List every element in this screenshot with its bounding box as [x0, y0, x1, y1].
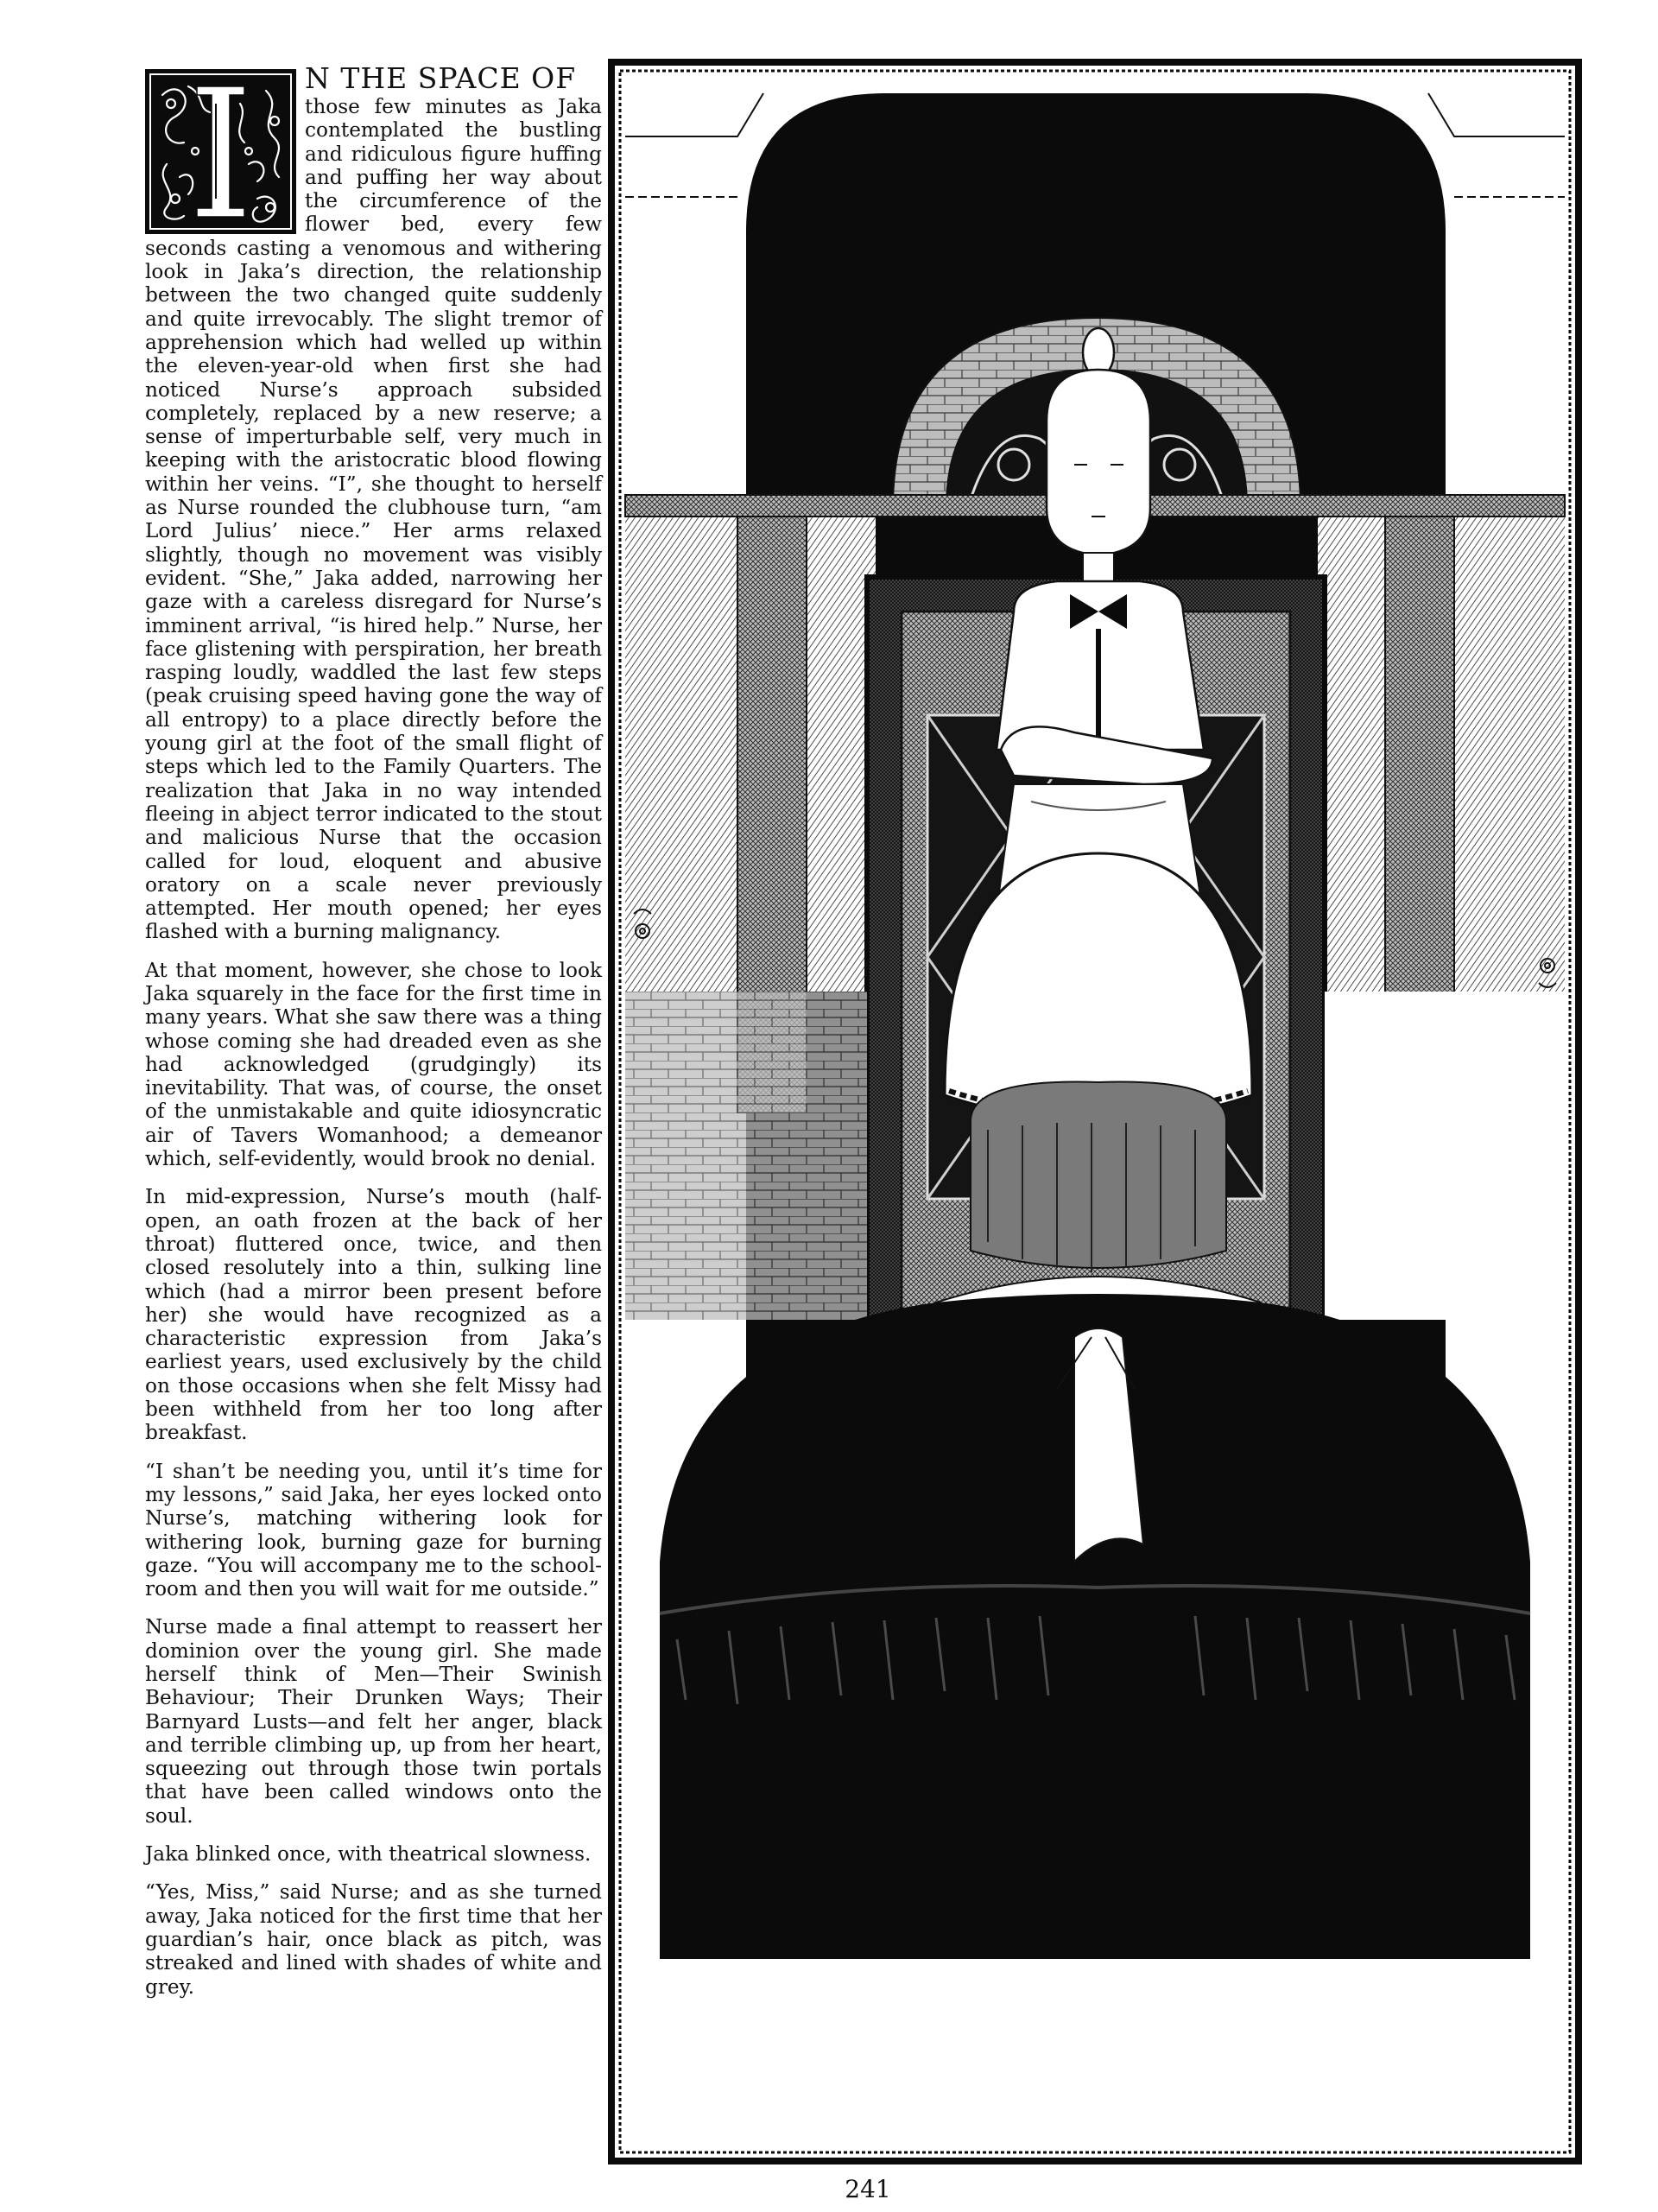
paragraph-6: Jaka blinked once, with theatrical slowness. [145, 1842, 592, 1867]
paragraph-4: “I shan’t be needing you, until it’s time for my lessons,” said Jaka, her eyes locked onto Nurse’s, matching withering look for withering look, burning gaze for burning gaze. “You will accompany me to the school-room and then you will wait for me outside.” [145, 1459, 602, 1601]
right-lower-wall [1325, 992, 1565, 1320]
paragraph-2: At that moment, however, she chose to look Jaka squarely in the face for the first time in many years. What she saw there was a thing whose coming she had dreaded even as she had acknowledged (grudgingly) its inevitability. That was, of course, the onset of the unmistakable and quite idiosyncratic air of Tavers Womanhood; a demeanor which, self-evidently, would brook no denial. [145, 958, 602, 1171]
paragraph-text: those few minutes as Jaka contemplated the bustling and ridiculous figure huffing and puffing her way about the circumference of the flower bed, every few seconds casting a venomous and withering look in Jaka’s direction, the relationship between the two changed quite suddenly and quite irrevocably. The slight tremor of apprehension which had welled up within the eleven-year-old when first she had noticed Nurse’s approach subsided completely, replaced by a new reserve; a sense of imperturbable self, very much in keeping with the aristocratic blood flowing within her veins. “I”, she thought to herself as Nurse rounded the clubhouse turn, “am Lord Julius’ niece.” Her arms relaxed slightly, though no movement was visibly evident. “She,” Jaka added, narrowing her gaze with a careless disregard for Nurse’s imminent arrival, “is hired help.” Nurse, her face glistening with perspiration, her breath rasping loudly, waddled the last few steps (peak cruising speed having gone the way of all entropy) to a place directly before the young girl at the foot of the small flight of steps which led to the Family Quarters. The realization that Jaka in no way intended fleeing in abject terror indicated to the stout and malicious Nurse that the occasion called for loud, eloquent and abusive oratory on a scale never previously attempted. Her mouth opened; her eyes flashed with a burning malignancy. [145, 95, 602, 944]
paragraph-7: “Yes, Miss,” said Nurse; and as she turned away, Jaka noticed for the first time that her guardian’s hair, once black as pitch, was streaked and lined with shades of white and grey. [145, 1880, 602, 1999]
ornamental-drop-cap [145, 69, 296, 234]
paragraph-5: Nurse made a final attempt to reassert her dominion over the young girl. She made herself think of Men—Their Swinish Behaviour; Their Drunken Ways; Their Barnyard Lusts—and felt her anger, black and terrible climbing up, up from her heart, squeezing out through those twin portals that have been called windows onto the soul. [145, 1615, 602, 1828]
page-number: 241 [845, 2175, 891, 2203]
paragraph-3: In mid-expression, Nurse’s mouth (half-open, an oath frozen at the back of her throat) fluttered once, twice, and then closed resolutely into a thin, sulking line which (had a mirror been present before her) she would have recognized as a characteristic expression from Jaka’s earliest years, used exclusively by the child on those occasions when she felt Missy had been withheld from her too long after breakfast. [145, 1185, 602, 1445]
opening-small-caps: N THE SPACE OF [305, 61, 577, 95]
story-text-column [145, 61, 602, 2013]
illustration-panel [608, 59, 1582, 2164]
left-lower-wall [625, 992, 867, 1320]
